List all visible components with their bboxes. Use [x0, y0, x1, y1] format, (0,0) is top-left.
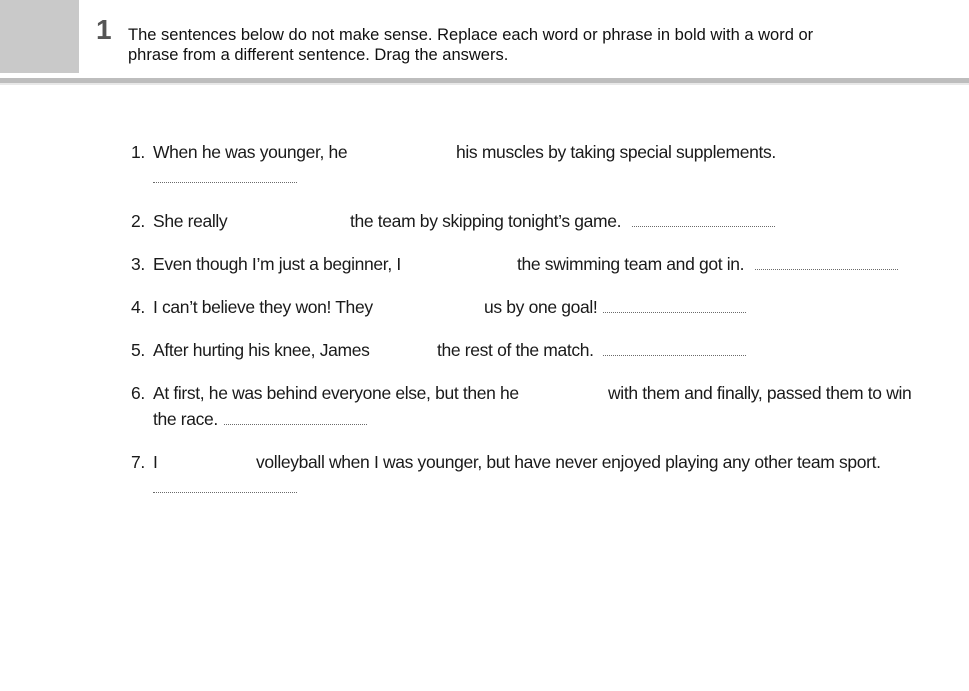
sentence-3-after: the swimming team and got in.: [517, 254, 745, 274]
sentence-3-before: Even though I’m just a beginner, I: [153, 254, 401, 274]
sentence-number-1: 1.: [131, 142, 145, 162]
sentence-number-7: 7.: [131, 452, 145, 472]
sentence-5-before: After hurting his knee, James: [153, 340, 370, 360]
sentence-6-before: At first, he was behind everyone else, but then he: [153, 383, 519, 403]
sentence-4-before: I can’t believe they won! They: [153, 297, 373, 317]
answer-line-2[interactable]: [632, 226, 775, 227]
sentence-number-6: 6.: [131, 383, 145, 403]
sentence-7-after: volleyball when I was younger, but have never enjoyed playing any other team sport.: [256, 452, 881, 472]
sentence-number-2: 2.: [131, 211, 145, 231]
answer-line-3[interactable]: [755, 269, 898, 270]
sentence-5-after: the rest of the match.: [437, 340, 594, 360]
sentence-2-before: She really: [153, 211, 228, 231]
exercise-number: 1: [96, 14, 112, 45]
drop-target-5[interactable]: [377, 338, 433, 362]
drop-target-4[interactable]: [382, 295, 480, 319]
sentence-1-after: his muscles by taking special supplements.: [456, 142, 776, 162]
instructions-line-2: phrase from a different sentence. Drag the answers.: [128, 46, 509, 64]
answer-line-4[interactable]: [603, 312, 746, 313]
sentence-2-after: the team by skipping tonight’s game.: [350, 211, 622, 231]
answer-line-7[interactable]: [153, 492, 297, 493]
sentence-7-before: I: [153, 452, 158, 472]
sentence-1-before: When he was younger, he: [153, 142, 348, 162]
drop-target-2[interactable]: [232, 209, 346, 233]
drop-target-6[interactable]: [528, 381, 604, 405]
answer-line-1[interactable]: [153, 182, 297, 183]
sentence-6-after-line2: the race.: [153, 409, 218, 429]
answer-line-5[interactable]: [603, 355, 746, 356]
drop-target-7[interactable]: [163, 450, 252, 474]
sentence-number-5: 5.: [131, 340, 145, 360]
sentence-number-3: 3.: [131, 254, 145, 274]
sentence-6-after: with them and finally, passed them to win: [608, 383, 912, 403]
drop-target-3[interactable]: [405, 252, 513, 276]
instructions-line-1: The sentences below do not make sense. Replace each word or phrase in bold with a word or: [128, 26, 814, 44]
sentence-number-4: 4.: [131, 297, 145, 317]
drop-target-1[interactable]: [352, 140, 452, 164]
answer-line-6[interactable]: [224, 424, 367, 425]
sentence-4-after: us by one goal!: [484, 297, 598, 317]
